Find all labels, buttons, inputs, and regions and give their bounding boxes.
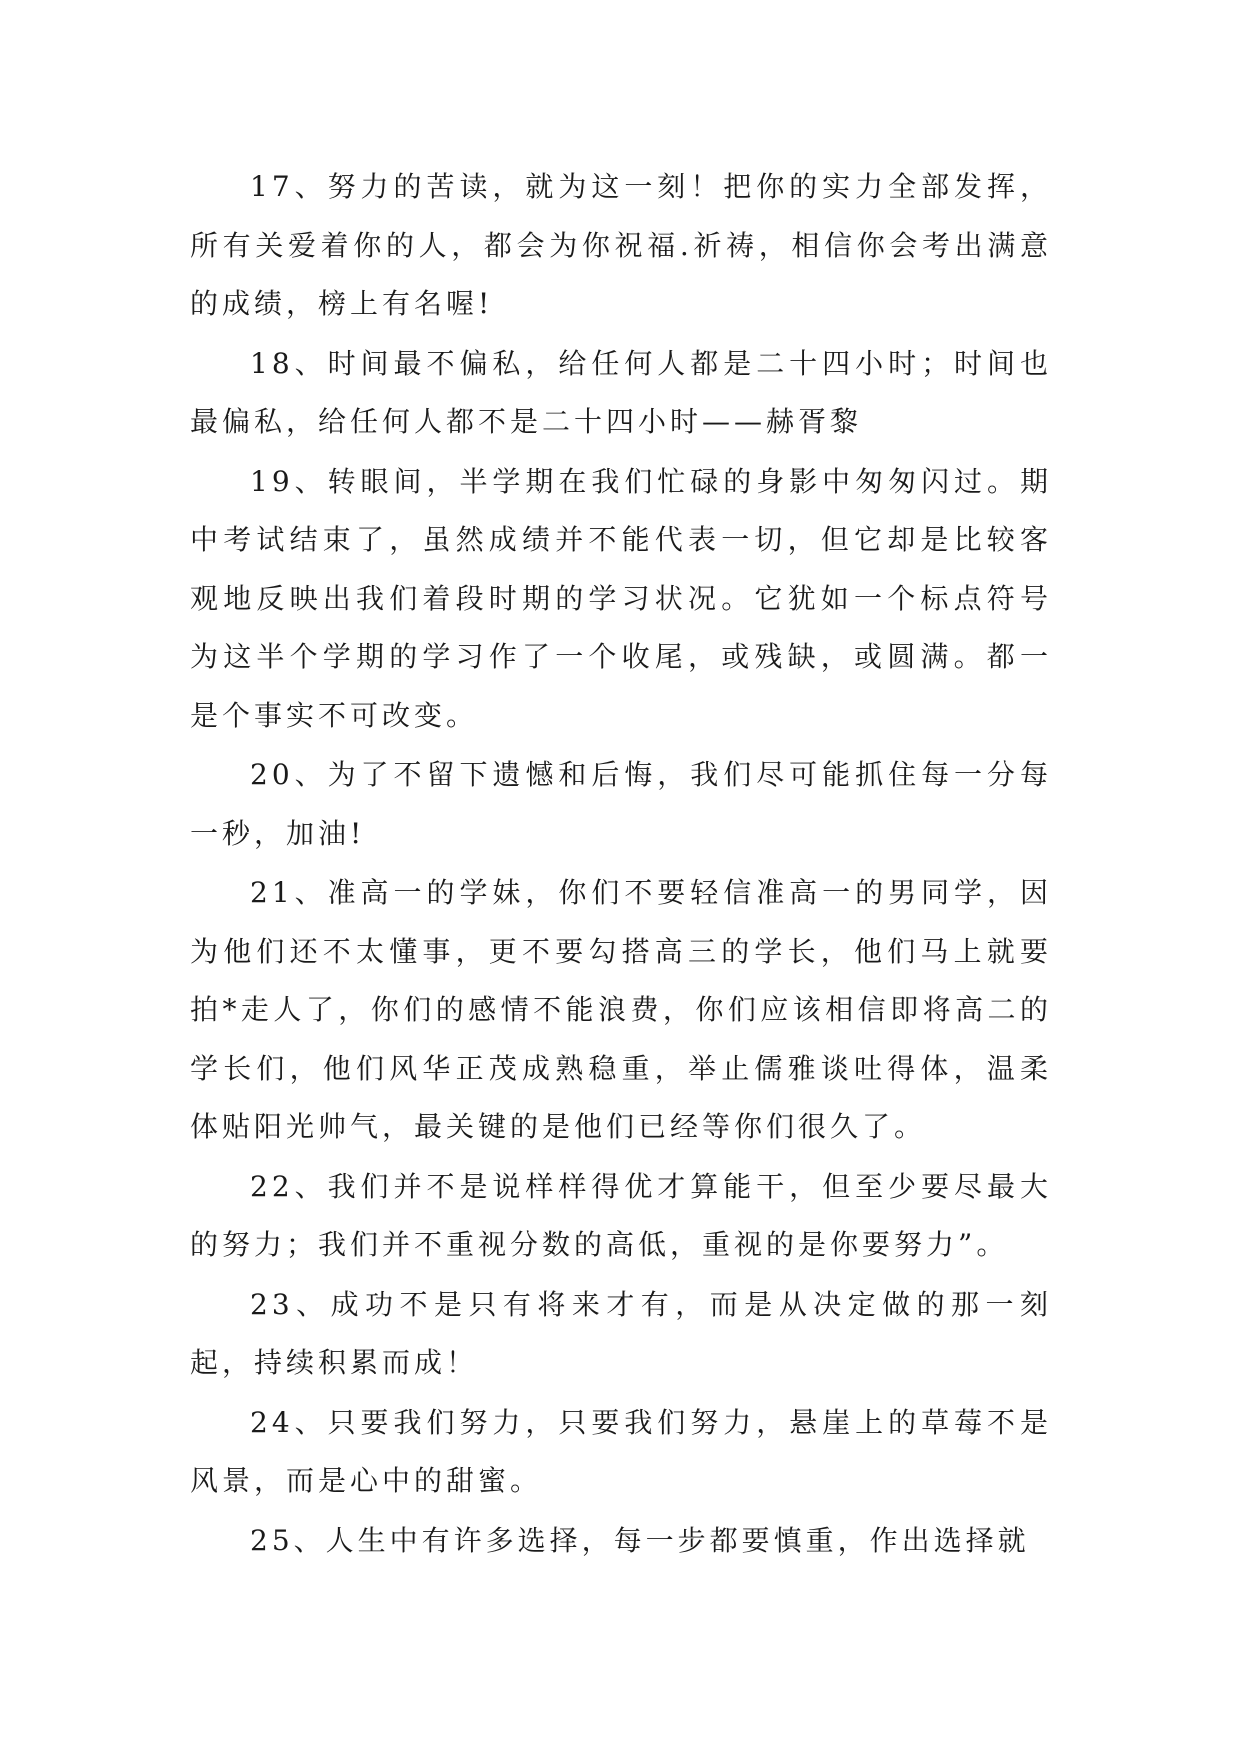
document-body (190, 158, 1052, 1571)
paragraph-21: 21、准高一的学妹，你们不要轻信准高一的男同学，因为他们还不太懂事，更不要勾搭高三的学长，他们马上就要拍*走人了，你们的感情不能浪费，你们应该相信即将高二的学长们，他们风华正茂成熟稳重，举止儒雅谈吐得体，温柔体贴阳光帅气，最关键的是他们已经等你们很久了。 (190, 876, 1052, 1143)
paragraph-22: 22、我们并不是说样样得优才算能干，但至少要尽最大的努力；我们并不重视分数的高低，重视的是你要努力”。 (190, 1169, 1052, 1261)
paragraph-17: 17、努力的苦读，就为这一刻！把你的实力全部发挥，所有关爱着你的人，都会为你祝福.祈祷，相信你会考出满意的成绩，榜上有名喔! (190, 170, 1052, 320)
paragraph-24: 24、只要我们努力，只要我们努力，悬崖上的草莓不是风景，而是心中的甜蜜。 (190, 1405, 1052, 1497)
paragraph-19: 19、转眼间，半学期在我们忙碌的身影中匆匆闪过。期中考试结束了，虽然成绩并不能代表一切，但它却是比较客观地反映出我们着段时期的学习状况。它犹如一个标点符号为这半个学期的学习作了一个收尾，或残缺，或圆满。都一是个事实不可改变。 (190, 464, 1052, 732)
paragraph-20: 20、为了不留下遗憾和后悔，我们尽可能抓住每一分每一秒，加油! (190, 758, 1052, 850)
paragraph-18: 18、时间最不偏私，给任何人都是二十四小时；时间也最偏私，给任何人都不是二十四小时——赫胥黎 (190, 346, 1052, 438)
paragraph-23: 23、成功不是只有将来才有，而是从决定做的那一刻起，持续积累而成！ (190, 1287, 1052, 1379)
paragraph-25: 25、人生中有许多选择，每一步都要慎重，作出选择就 (250, 1523, 1030, 1557)
